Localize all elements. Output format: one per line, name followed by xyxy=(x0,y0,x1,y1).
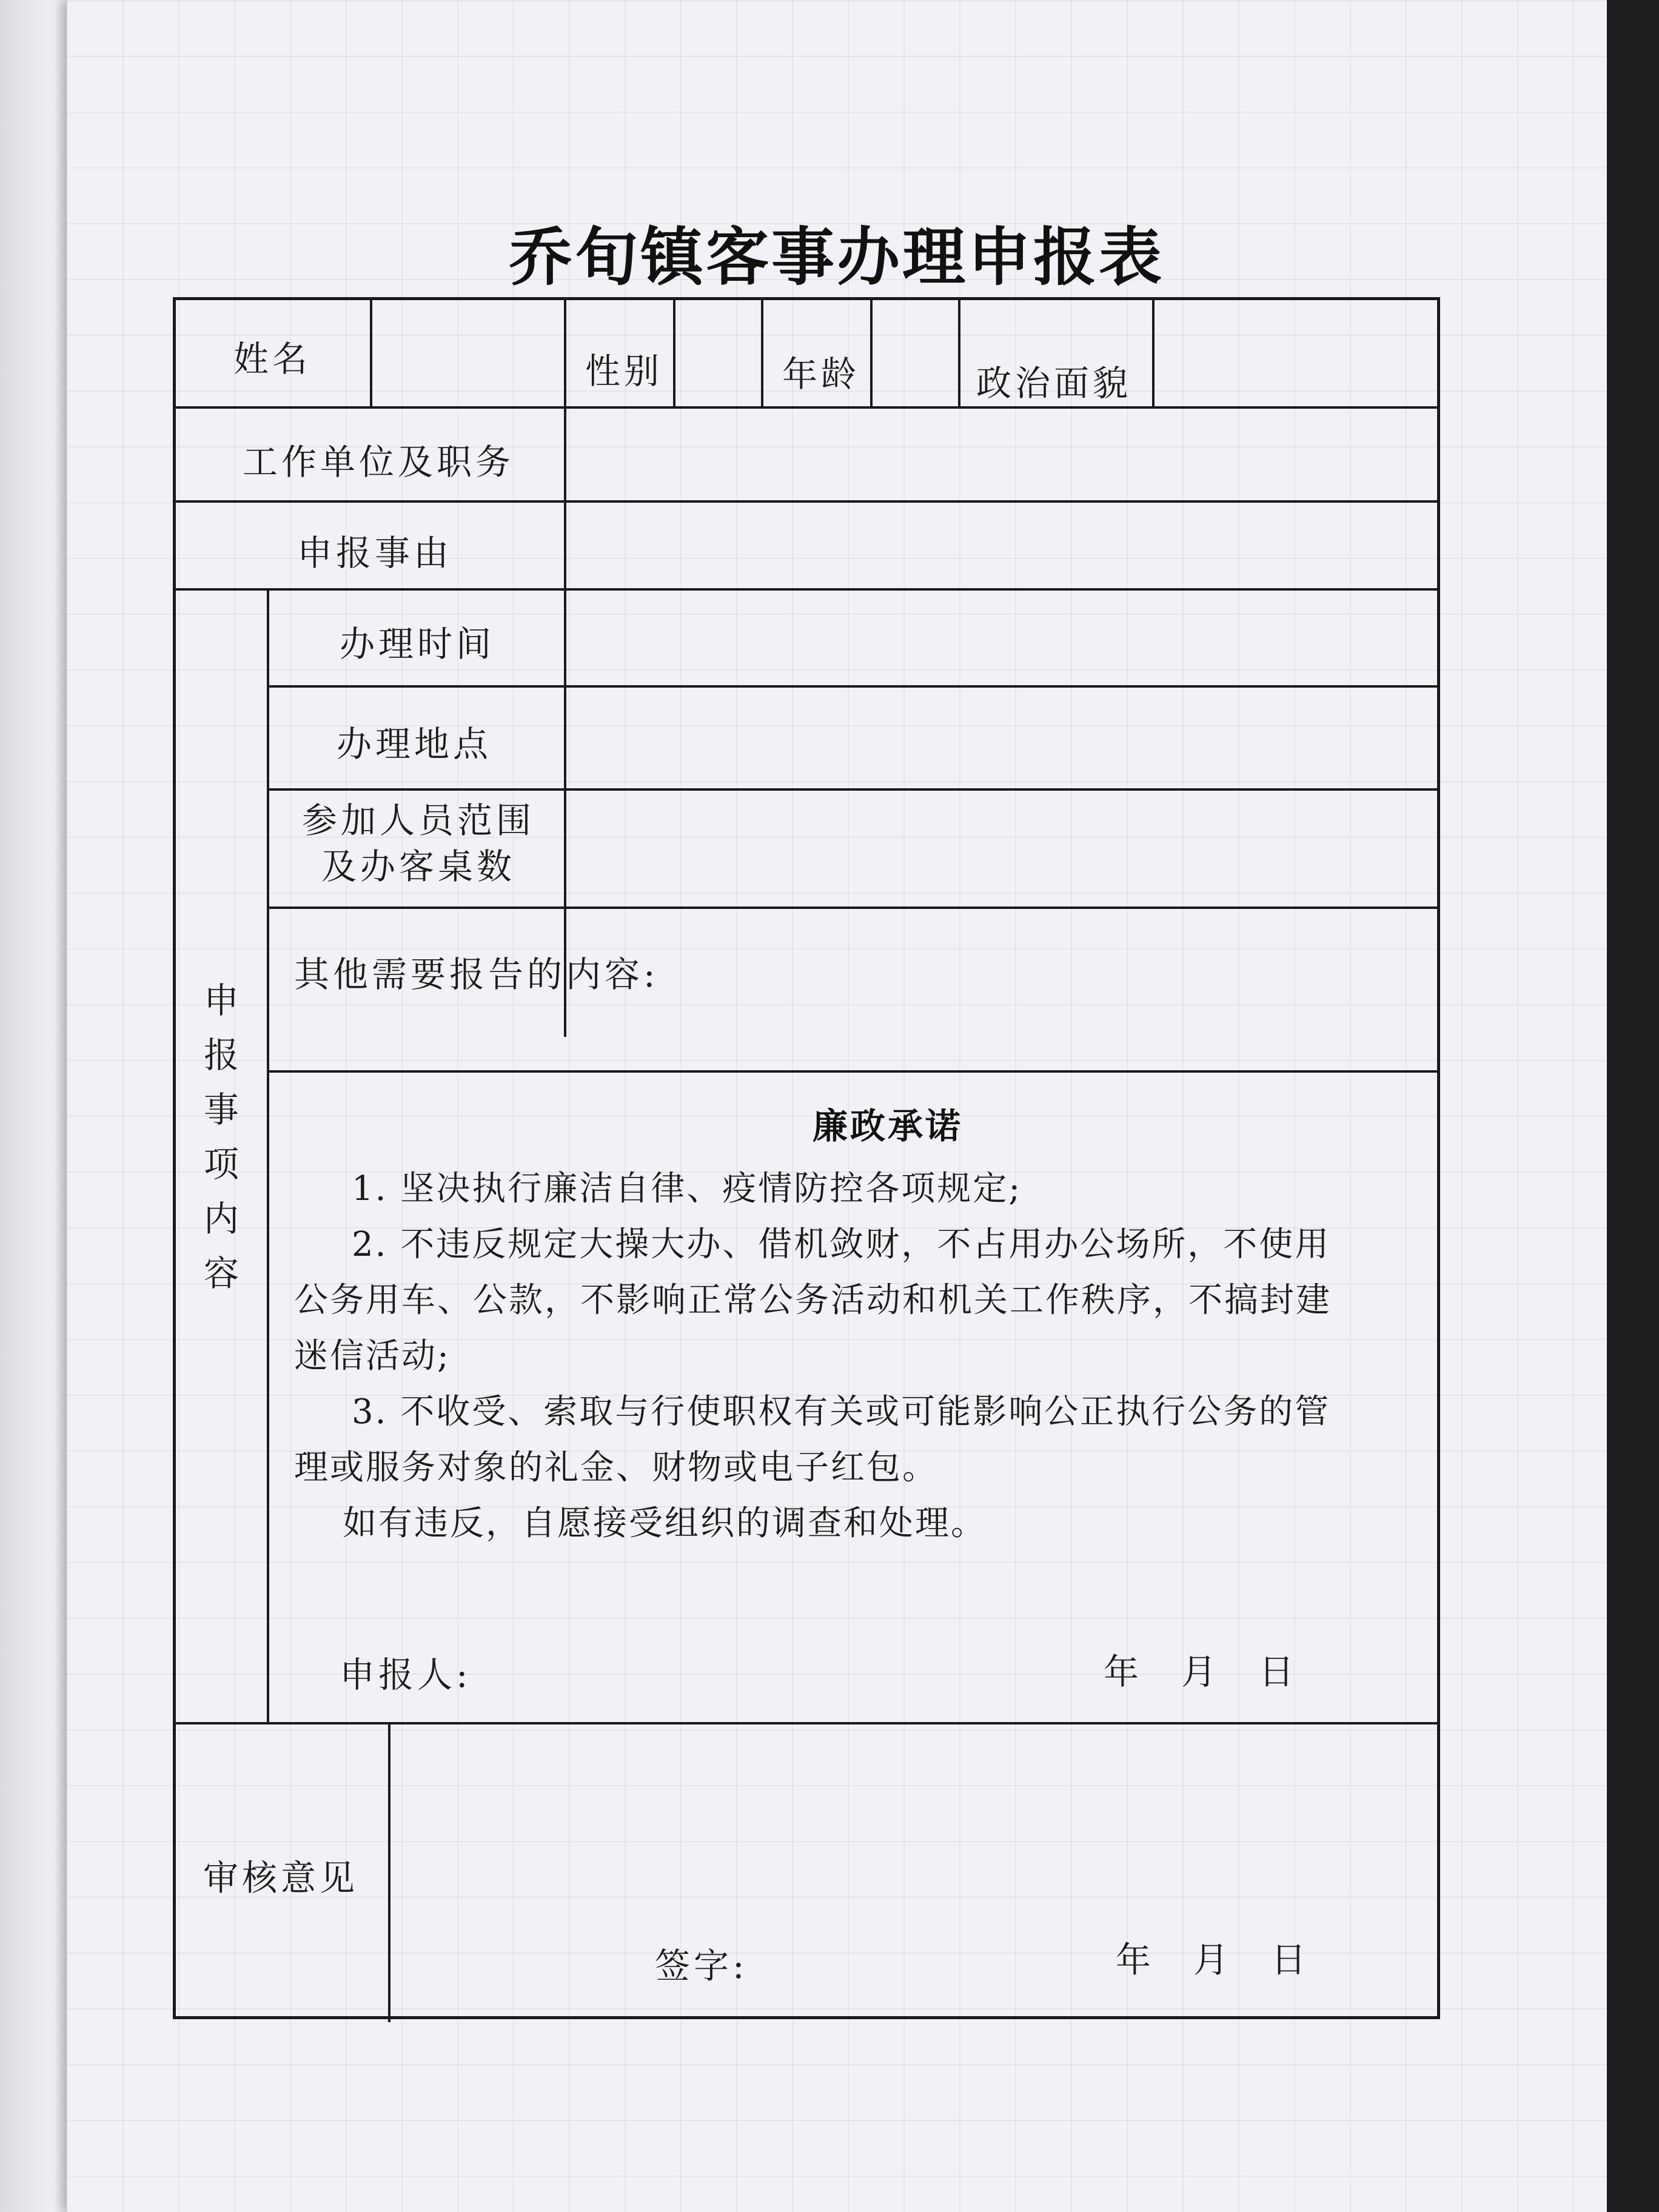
pledge-date-label: 年 月 日 xyxy=(1104,1651,1298,1692)
col-divider-age-label xyxy=(761,300,763,406)
time-field[interactable] xyxy=(566,591,1437,685)
applicant-signature-field[interactable] xyxy=(491,1634,916,1701)
reason-field[interactable] xyxy=(566,503,1437,588)
reason-label: 申报事由 xyxy=(297,532,453,574)
applicant-label: 申报人: xyxy=(340,1654,472,1695)
review-date-label: 年 月 日 xyxy=(1116,1939,1310,1980)
pledge-item-3-line-2: 理或服务对象的礼金、财物或电子红包。 xyxy=(294,1448,938,1487)
gender-field[interactable] xyxy=(675,300,761,406)
name-field[interactable] xyxy=(372,300,564,406)
row-divider-other xyxy=(267,1070,1437,1073)
age-field[interactable] xyxy=(873,300,958,406)
form-title: 乔旬镇客事办理申报表 xyxy=(509,220,1164,294)
work-unit-label: 工作单位及职务 xyxy=(243,441,515,483)
other-content-field[interactable] xyxy=(269,991,1437,1070)
pledge-item-2-line-1: 2. 不违反规定大操大办、借机敛财，不占用办公场所，不使用 xyxy=(352,1225,1331,1264)
pledge-item-1: 1. 坚决执行廉洁自律、疫情防控各项规定; xyxy=(352,1169,1022,1208)
declaration-form-table xyxy=(173,297,1440,2019)
age-label: 年龄 xyxy=(782,354,860,395)
section-vertical-label: 申报事项内容 xyxy=(203,980,239,1294)
review-opinion-field[interactable] xyxy=(390,1724,1437,1906)
col-divider-gender-label xyxy=(564,300,566,406)
participants-field[interactable] xyxy=(566,791,1437,907)
place-field[interactable] xyxy=(566,688,1437,788)
pledge-closing: 如有违反，自愿接受组织的调查和处理。 xyxy=(343,1504,987,1543)
time-label: 办理时间 xyxy=(340,623,495,665)
politics-field[interactable] xyxy=(1155,300,1437,406)
pledge-item-2-line-3: 迷信活动; xyxy=(294,1336,451,1376)
form-page xyxy=(67,0,1607,2212)
participants-label-line1: 参加人员范围 xyxy=(301,800,535,841)
col-divider-politics-label xyxy=(958,300,960,406)
participants-label xyxy=(279,797,558,890)
work-unit-field[interactable] xyxy=(566,409,1437,500)
review-sign-label: 签字: xyxy=(655,1945,748,1986)
review-signature-field[interactable] xyxy=(776,1925,1079,1992)
gender-label: 性别 xyxy=(585,350,663,392)
other-content-label: 其他需要报告的内容: xyxy=(294,954,659,995)
politics-label: 政治面貌 xyxy=(976,363,1132,404)
name-label: 姓名 xyxy=(233,338,312,380)
section-label-divider xyxy=(267,588,269,1722)
pledge-item-3-line-1: 3. 不收受、索取与行使职权有关或可能影响公正执行公务的管 xyxy=(352,1392,1331,1432)
place-label: 办理地点 xyxy=(337,723,492,765)
pledge-heading: 廉政承诺 xyxy=(813,1105,964,1147)
participants-label-line2: 及办客桌数 xyxy=(321,846,515,887)
pledge-item-2-line-2: 公务用车、公款，不影响正常公务活动和机关工作秩序，不搞封建 xyxy=(294,1281,1332,1320)
row-divider-participants xyxy=(267,907,1437,909)
review-label: 审核意见 xyxy=(203,1857,359,1899)
